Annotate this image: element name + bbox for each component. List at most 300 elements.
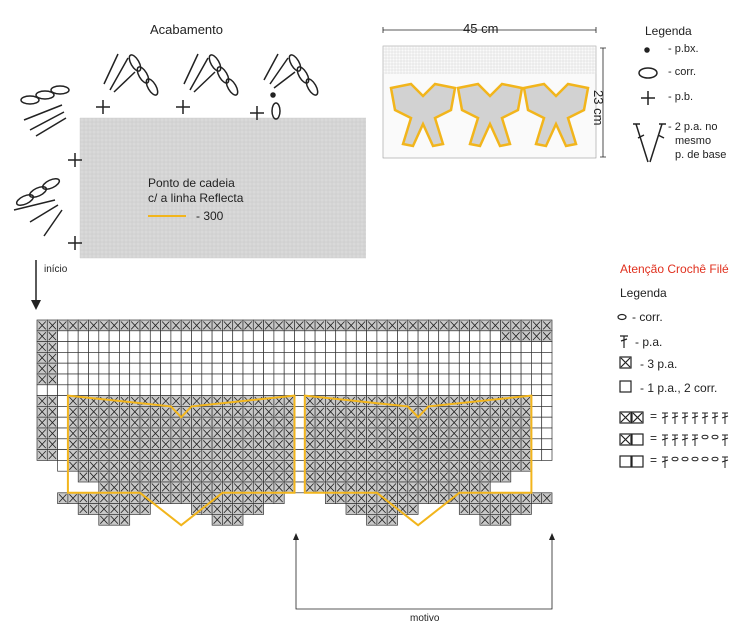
open-cell xyxy=(222,342,232,353)
open-cell xyxy=(295,439,305,450)
open-cell xyxy=(377,385,387,396)
open-cell xyxy=(295,482,305,493)
open-cell xyxy=(490,363,500,374)
open-cell xyxy=(459,342,469,353)
open-cell xyxy=(346,363,356,374)
open-cell xyxy=(212,385,222,396)
open-cell xyxy=(202,385,212,396)
equation-sign-1: = xyxy=(650,409,658,423)
open-cell xyxy=(233,363,243,374)
open-cell xyxy=(356,363,366,374)
open-cell xyxy=(398,374,408,385)
open-cell xyxy=(78,331,88,342)
open-cell xyxy=(192,385,202,396)
open-cell xyxy=(418,331,428,342)
open-cell xyxy=(428,363,438,374)
open-cell xyxy=(284,363,294,374)
open-cell xyxy=(89,352,99,363)
open-cell xyxy=(109,331,119,342)
open-cell xyxy=(140,363,150,374)
open-cell xyxy=(305,352,315,363)
open-cell xyxy=(58,460,68,471)
filet-item-pa: - p.a. xyxy=(635,335,663,349)
open-cell xyxy=(501,342,511,353)
open-cell xyxy=(387,385,397,396)
chain-text-2: c/ a linha Reflecta xyxy=(148,191,244,205)
open-cell xyxy=(222,352,232,363)
open-cell xyxy=(58,417,68,428)
open-cell xyxy=(274,331,284,342)
open-cell xyxy=(470,374,480,385)
open-cell xyxy=(161,374,171,385)
open-cell xyxy=(531,439,541,450)
open-cell xyxy=(418,363,428,374)
open-cell xyxy=(336,374,346,385)
open-cell xyxy=(150,374,160,385)
open-cell xyxy=(171,363,181,374)
open-cell xyxy=(387,342,397,353)
open-cell xyxy=(325,342,335,353)
legend-top-item-corr: - corr. xyxy=(668,66,697,78)
legend-top-title: Legenda xyxy=(645,24,692,38)
open-cell xyxy=(459,331,469,342)
open-cell xyxy=(58,352,68,363)
open-cell xyxy=(295,471,305,482)
open-cell xyxy=(418,374,428,385)
open-cell xyxy=(305,342,315,353)
open-cell xyxy=(295,396,305,407)
open-cell xyxy=(109,374,119,385)
open-cell xyxy=(428,342,438,353)
dot-icon xyxy=(645,48,649,52)
open-cell xyxy=(511,352,521,363)
preview-band xyxy=(383,27,606,158)
open-cell xyxy=(58,406,68,417)
open-cell xyxy=(140,385,150,396)
open-cell xyxy=(89,342,99,353)
open-cell xyxy=(480,363,490,374)
open-cell xyxy=(315,374,325,385)
preview-height-label: 23 cm xyxy=(591,90,606,126)
equation-sign-3: = xyxy=(650,453,658,467)
open-cell xyxy=(521,374,531,385)
open-cell xyxy=(490,352,500,363)
open-cell xyxy=(542,428,552,439)
filet-chart xyxy=(37,320,552,525)
open-cell xyxy=(531,352,541,363)
oval-icon xyxy=(272,103,280,119)
plus-icon xyxy=(641,91,655,105)
open-cell xyxy=(109,342,119,353)
open-cell xyxy=(542,363,552,374)
open-cell xyxy=(233,352,243,363)
open-cell xyxy=(78,374,88,385)
open-cell xyxy=(449,374,459,385)
open-cell xyxy=(439,331,449,342)
open-cell xyxy=(171,342,181,353)
open-cell xyxy=(253,352,263,363)
open-cell xyxy=(212,374,222,385)
open-cell xyxy=(253,374,263,385)
open-cell xyxy=(531,406,541,417)
open-cell xyxy=(398,331,408,342)
open-cell xyxy=(264,342,274,353)
open-cell xyxy=(531,385,541,396)
open-cell xyxy=(233,374,243,385)
legend-top-item-mesmo: mesmo xyxy=(675,135,712,147)
open-cell xyxy=(68,374,78,385)
open-cell xyxy=(89,331,99,342)
open-cell xyxy=(119,342,129,353)
open-cell xyxy=(521,352,531,363)
open-cell xyxy=(171,352,181,363)
open-cell xyxy=(398,352,408,363)
open-cell xyxy=(356,342,366,353)
filet-item-1pa: - 1 p.a., 2 corr. xyxy=(640,381,718,395)
open-cell xyxy=(377,363,387,374)
open-cell xyxy=(284,331,294,342)
open-cell xyxy=(531,374,541,385)
open-cell xyxy=(140,331,150,342)
open-cell xyxy=(253,342,263,353)
open-cell xyxy=(336,352,346,363)
open-cell xyxy=(99,374,109,385)
open-cell xyxy=(325,331,335,342)
open-cell xyxy=(325,363,335,374)
open-cell xyxy=(68,342,78,353)
open-cell xyxy=(542,450,552,461)
open-cell xyxy=(408,374,418,385)
open-cell xyxy=(243,331,253,342)
open-cell xyxy=(542,439,552,450)
open-cell xyxy=(119,385,129,396)
open-cell xyxy=(89,374,99,385)
open-cell xyxy=(58,450,68,461)
open-cell xyxy=(408,342,418,353)
open-cell xyxy=(78,352,88,363)
open-cell xyxy=(264,331,274,342)
open-cell xyxy=(387,352,397,363)
legend-top-item-pbx: - p.bx. xyxy=(668,43,699,55)
open-cell xyxy=(542,385,552,396)
open-cell xyxy=(181,352,191,363)
open-cell xyxy=(542,417,552,428)
open-cell xyxy=(109,352,119,363)
open-cell xyxy=(68,331,78,342)
finishing-title: Acabamento xyxy=(150,22,223,37)
open-cell xyxy=(480,374,490,385)
open-cell xyxy=(295,406,305,417)
open-cell xyxy=(501,385,511,396)
open-cell xyxy=(58,428,68,439)
open-cell xyxy=(99,331,109,342)
open-cell xyxy=(428,385,438,396)
open-cell xyxy=(171,374,181,385)
open-cell xyxy=(305,374,315,385)
open-cell xyxy=(150,385,160,396)
open-cell xyxy=(212,331,222,342)
open-cell xyxy=(449,342,459,353)
open-cell xyxy=(470,331,480,342)
open-cell xyxy=(119,331,129,342)
legend-top-symbols xyxy=(633,48,666,162)
open-cell xyxy=(377,331,387,342)
open-cell xyxy=(274,374,284,385)
open-cell xyxy=(181,331,191,342)
plus-icon xyxy=(96,100,110,114)
open-cell xyxy=(439,352,449,363)
open-cell xyxy=(367,363,377,374)
open-cell xyxy=(531,428,541,439)
open-cell xyxy=(439,363,449,374)
open-cell xyxy=(387,331,397,342)
open-cell xyxy=(490,374,500,385)
open-cell xyxy=(428,352,438,363)
open-cell xyxy=(356,331,366,342)
open-cell xyxy=(150,352,160,363)
open-cell xyxy=(274,342,284,353)
open-cell xyxy=(192,374,202,385)
open-cell xyxy=(181,385,191,396)
open-cell xyxy=(439,385,449,396)
open-cell xyxy=(305,331,315,342)
open-cell xyxy=(315,352,325,363)
open-cell xyxy=(181,342,191,353)
filet-heading: Atenção Crochê Filé xyxy=(620,262,729,276)
open-cell xyxy=(346,342,356,353)
open-cell xyxy=(99,385,109,396)
open-cell xyxy=(264,374,274,385)
open-cell xyxy=(119,363,129,374)
open-cell xyxy=(315,342,325,353)
open-cell xyxy=(501,374,511,385)
open-cell xyxy=(295,417,305,428)
open-cell xyxy=(356,352,366,363)
open-cell xyxy=(140,342,150,353)
open-cell xyxy=(521,363,531,374)
open-cell xyxy=(89,363,99,374)
open-cell xyxy=(58,331,68,342)
open-cell xyxy=(449,331,459,342)
open-cell xyxy=(253,385,263,396)
open-cell xyxy=(490,331,500,342)
open-cell xyxy=(222,331,232,342)
open-cell xyxy=(305,363,315,374)
open-cell xyxy=(367,352,377,363)
open-cell xyxy=(295,374,305,385)
open-cell xyxy=(542,406,552,417)
open-cell xyxy=(295,428,305,439)
open-cell xyxy=(480,342,490,353)
open-cell xyxy=(315,363,325,374)
open-cell xyxy=(315,385,325,396)
open-cell xyxy=(459,385,469,396)
open-cell xyxy=(336,331,346,342)
open-cell xyxy=(542,374,552,385)
open-cell xyxy=(264,385,274,396)
open-cell xyxy=(212,342,222,353)
open-cell xyxy=(408,352,418,363)
open-cell xyxy=(192,342,202,353)
open-cell xyxy=(439,374,449,385)
open-cell xyxy=(58,363,68,374)
open-cell xyxy=(243,363,253,374)
open-cell xyxy=(202,374,212,385)
open-cell xyxy=(109,385,119,396)
open-cell xyxy=(130,374,140,385)
open-cell xyxy=(408,385,418,396)
open-cell xyxy=(418,342,428,353)
open-cell xyxy=(470,352,480,363)
open-cell xyxy=(490,342,500,353)
open-cell xyxy=(511,374,521,385)
double-crochet-icon xyxy=(620,336,628,348)
open-cell xyxy=(521,342,531,353)
open-cell xyxy=(459,352,469,363)
open-cell xyxy=(264,352,274,363)
legend-top-item-pb: - p.b. xyxy=(668,91,694,103)
open-cell xyxy=(130,352,140,363)
filet-legend-title: Legenda xyxy=(620,286,667,300)
open-cell xyxy=(284,374,294,385)
open-cell xyxy=(181,374,191,385)
open-cell xyxy=(295,385,305,396)
open-cell xyxy=(295,352,305,363)
open-cell xyxy=(428,331,438,342)
open-cell xyxy=(233,385,243,396)
open-cell xyxy=(119,352,129,363)
open-cell xyxy=(398,363,408,374)
legend-top-item-base: p. de base xyxy=(675,149,727,161)
open-cell xyxy=(408,331,418,342)
open-cell xyxy=(295,342,305,353)
open-cell xyxy=(367,331,377,342)
open-cell xyxy=(68,385,78,396)
open-cell xyxy=(99,352,109,363)
open-cell xyxy=(356,385,366,396)
open-cell xyxy=(222,374,232,385)
open-cell xyxy=(161,352,171,363)
open-cell xyxy=(150,331,160,342)
open-cell xyxy=(367,374,377,385)
open-cell xyxy=(253,331,263,342)
open-cell xyxy=(233,331,243,342)
open-cell xyxy=(531,363,541,374)
open-cell xyxy=(336,363,346,374)
open-cell xyxy=(78,363,88,374)
open-cell xyxy=(109,363,119,374)
open-cell xyxy=(542,352,552,363)
open-cell xyxy=(542,342,552,353)
open-cell xyxy=(222,385,232,396)
open-cell xyxy=(470,342,480,353)
open-cell xyxy=(58,439,68,450)
plus-icon xyxy=(176,100,190,114)
motif-bracket xyxy=(296,535,552,609)
open-cell xyxy=(449,385,459,396)
open-cell xyxy=(511,342,521,353)
open-cell xyxy=(161,342,171,353)
open-cell xyxy=(78,342,88,353)
open-cell xyxy=(449,352,459,363)
open-cell xyxy=(501,363,511,374)
open-cell xyxy=(192,363,202,374)
open-cell xyxy=(490,385,500,396)
open-cell xyxy=(346,331,356,342)
open-cell xyxy=(408,363,418,374)
open-cell xyxy=(130,331,140,342)
open-cell xyxy=(295,460,305,471)
open-cell xyxy=(130,342,140,353)
open-cell xyxy=(480,385,490,396)
open-cell xyxy=(336,385,346,396)
open-cell xyxy=(501,352,511,363)
open-cell xyxy=(243,385,253,396)
motif-label: motivo xyxy=(410,613,440,624)
open-cell xyxy=(202,342,212,353)
chain-color-code: - 300 xyxy=(196,209,224,223)
open-cell xyxy=(542,396,552,407)
open-cell xyxy=(243,352,253,363)
open-cell xyxy=(511,385,521,396)
open-cell xyxy=(233,342,243,353)
open-cell xyxy=(161,331,171,342)
open-cell xyxy=(264,363,274,374)
open-cell xyxy=(171,385,181,396)
open-cell xyxy=(161,385,171,396)
open-cell xyxy=(439,342,449,353)
open-cell xyxy=(89,385,99,396)
open-cell xyxy=(150,342,160,353)
equation-sign-2: = xyxy=(650,431,658,445)
filet-item-3pa: - 3 p.a. xyxy=(640,357,678,371)
open-cell xyxy=(531,396,541,407)
open-cell xyxy=(367,385,377,396)
open-cell xyxy=(192,352,202,363)
open-cell xyxy=(140,352,150,363)
open-cell xyxy=(78,385,88,396)
chain-text-1: Ponto de cadeia xyxy=(148,176,235,190)
open-cell xyxy=(140,374,150,385)
open-cell xyxy=(150,363,160,374)
open-cell xyxy=(161,363,171,374)
open-cell xyxy=(58,396,68,407)
dot-icon xyxy=(271,93,275,97)
open-cell xyxy=(367,342,377,353)
open-cell xyxy=(171,331,181,342)
open-cell xyxy=(274,363,284,374)
open-cell xyxy=(325,352,335,363)
open-cell xyxy=(377,352,387,363)
start-label: início xyxy=(44,264,68,275)
open-cell xyxy=(202,363,212,374)
open-cell xyxy=(336,342,346,353)
open-cell xyxy=(130,385,140,396)
open-cell xyxy=(222,363,232,374)
open-cell xyxy=(284,352,294,363)
legend-top-item-2pa: - 2 p.a. no xyxy=(668,121,718,133)
open-cell xyxy=(480,331,490,342)
open-cell xyxy=(37,385,47,396)
open-cell xyxy=(398,385,408,396)
open-cell xyxy=(58,385,68,396)
open-cell xyxy=(68,352,78,363)
open-cell xyxy=(284,385,294,396)
open-cell xyxy=(47,385,57,396)
chain-icon xyxy=(618,315,626,320)
open-cell xyxy=(58,374,68,385)
open-cell xyxy=(305,385,315,396)
